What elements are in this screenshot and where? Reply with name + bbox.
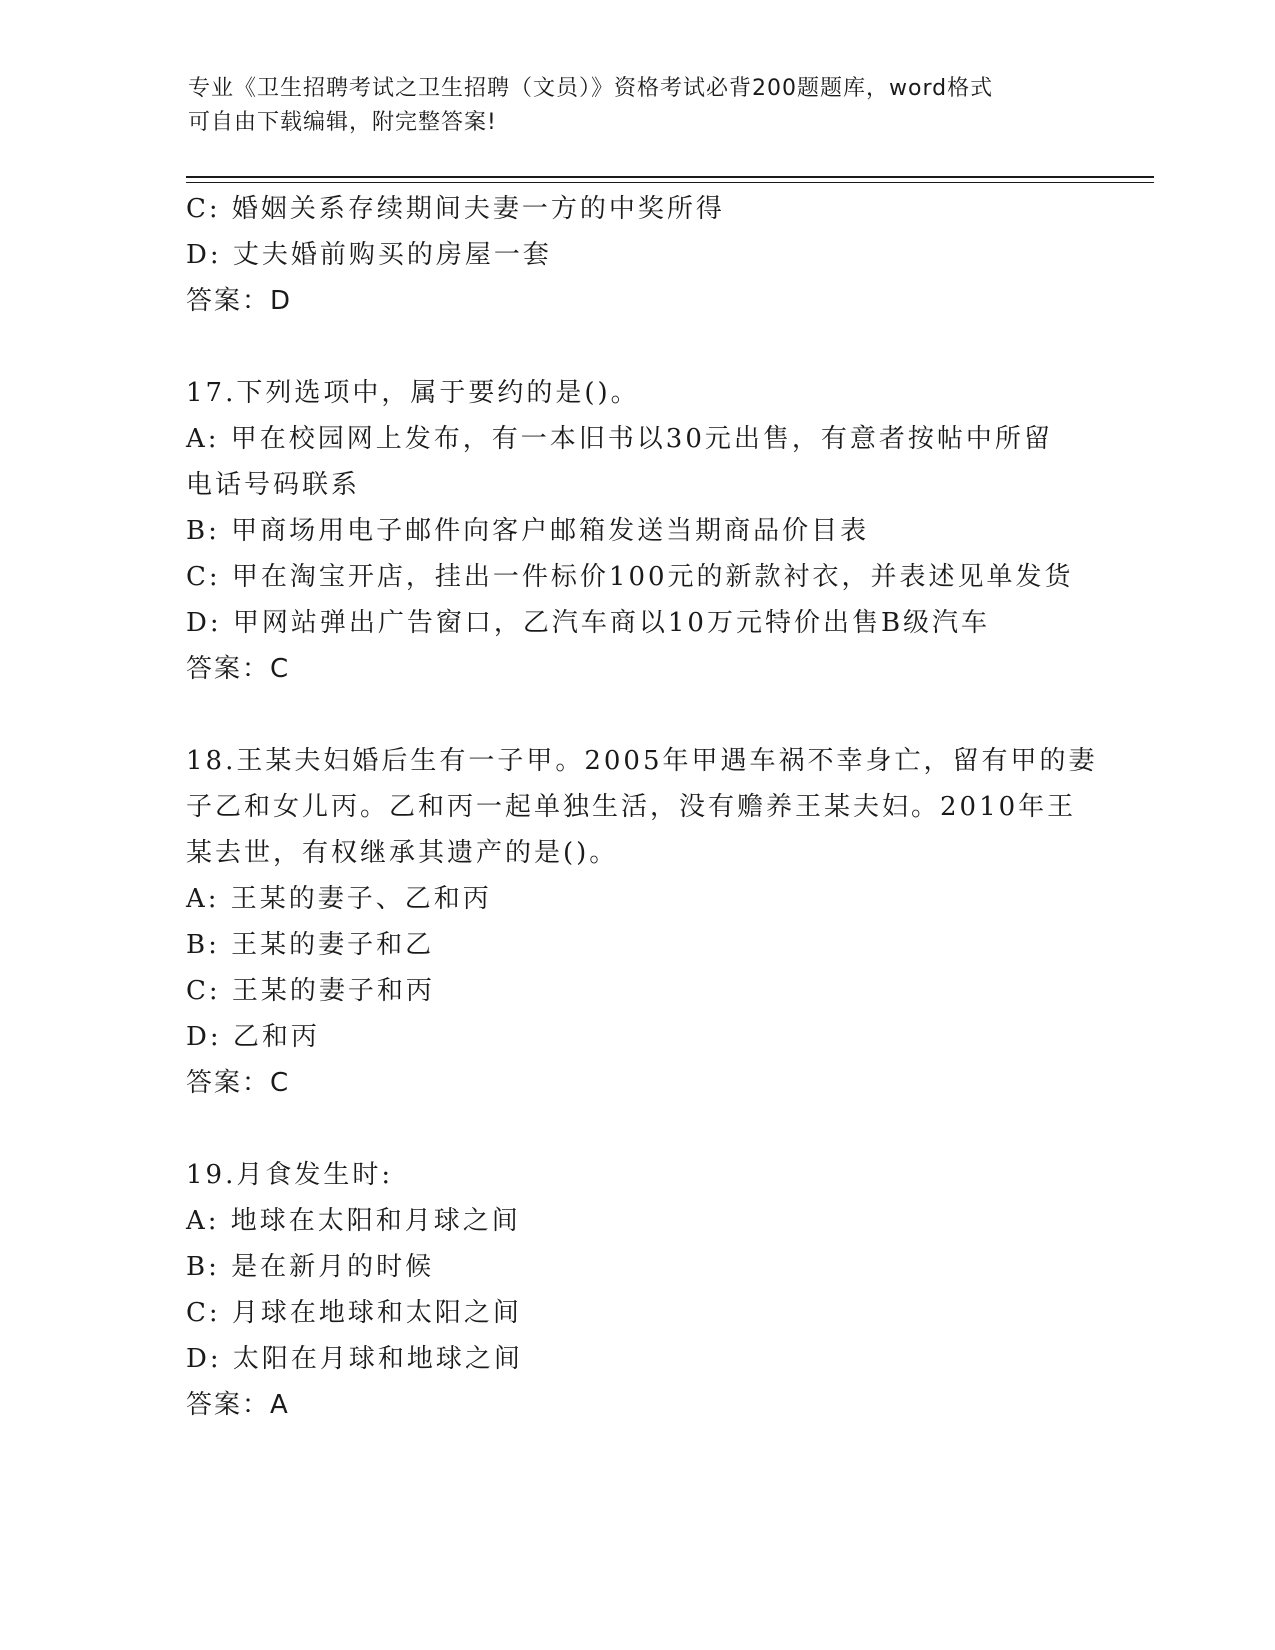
option-b: B: 甲商场用电子邮件向客户邮箱发送当期商品价目表	[186, 516, 870, 546]
option-c: C: 月球在地球和太阳之间	[186, 1298, 522, 1328]
question-18	[186, 738, 1098, 1106]
option-a: A: 王某的妻子、乙和丙	[186, 884, 492, 914]
answer: 答案：D	[186, 286, 293, 316]
option-c: C: 婚姻关系存续期间夫妻一方的中奖所得	[186, 194, 725, 224]
spacer	[186, 324, 1086, 370]
header-title-line-2: 可自由下载编辑，附完整答案!	[188, 110, 497, 135]
question-16-continued	[186, 186, 1086, 324]
question-list	[186, 186, 1098, 1428]
header-divider-thin	[186, 182, 1154, 183]
question-stem-continued: 某去世，有权继承其遗产的是()。	[186, 838, 619, 868]
option-b: B: 是在新月的时候	[186, 1252, 435, 1282]
answer: 答案：A	[186, 1390, 290, 1420]
option-d: D: 乙和丙	[186, 1022, 320, 1052]
option-d: D: 甲网站弹出广告窗口，乙汽车商以10万元特价出售B级汽车	[186, 608, 991, 638]
option-c: C: 甲在淘宝开店，挂出一件标价100元的新款衬衣，并表述见单发货	[186, 562, 1074, 592]
header-divider	[186, 176, 1154, 178]
option-a: A: 甲在校园网上发布，有一本旧书以30元出售，有意者按帖中所留	[186, 424, 1053, 454]
question-stem: 19.月食发生时:	[186, 1160, 394, 1190]
question-17	[186, 370, 1086, 692]
option-a: A: 地球在太阳和月球之间	[186, 1206, 521, 1236]
spacer	[186, 1106, 1086, 1152]
question-stem: 18.王某夫妇婚后生有一子甲。2005年甲遇车祸不幸身亡，留有甲的妻	[186, 746, 1098, 776]
document-header	[188, 72, 1088, 140]
option-d: D: 太阳在月球和地球之间	[186, 1344, 523, 1374]
option-d: D: 丈夫婚前购买的房屋一套	[186, 240, 552, 270]
question-19	[186, 1152, 1086, 1428]
answer: 答案：C	[186, 654, 291, 684]
option-a-continued: 电话号码联系	[186, 470, 361, 500]
option-b: B: 王某的妻子和乙	[186, 930, 435, 960]
question-stem-continued: 子乙和女儿丙。乙和丙一起单独生活，没有赡养王某夫妇。2010年王	[186, 792, 1077, 822]
option-c: C: 王某的妻子和丙	[186, 976, 435, 1006]
header-title-line-1: 专业《卫生招聘考试之卫生招聘（文员）》资格考试必背200题题库，word格式	[188, 76, 994, 101]
answer: 答案：C	[186, 1068, 291, 1098]
spacer	[186, 692, 1086, 738]
question-stem: 17.下列选项中，属于要约的是()。	[186, 378, 640, 408]
